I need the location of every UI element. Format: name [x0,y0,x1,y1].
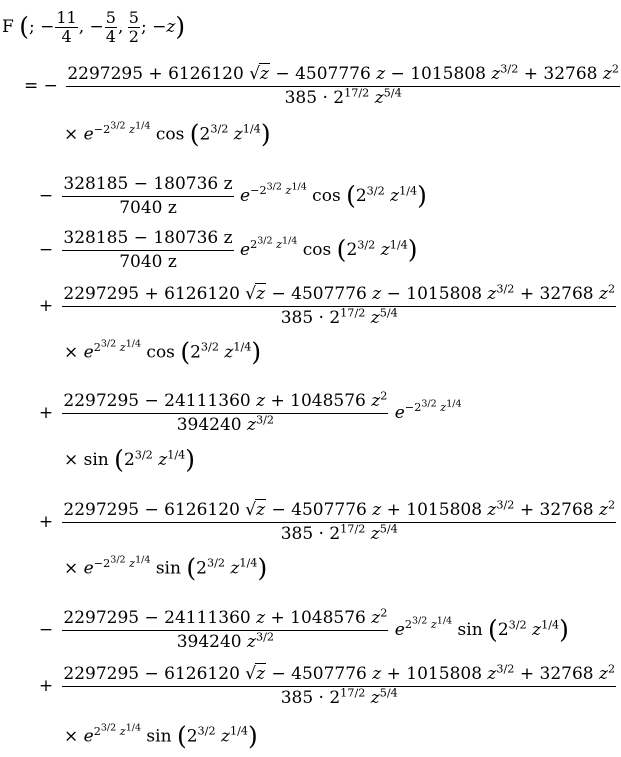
factor-1: × $e^{-2^{3/2} z^{1/4}}$ $\cos (2^{3/2}$ $z^{1/4}$) [64,119,271,149]
factor-5: × $\sin (2^{3/2}$ $z^{1/4}$) [64,445,196,474]
args-lead: ; − [28,17,55,37]
fraction-c: $\frac{328185 - 180736 z}{7040 z}$ [63,174,233,218]
term-7: − $\frac{2297295 - 24111360 z + 1048576 z^2}{394240 z^{3/2}}$ $e^{2^{3/2} z^{1/4}}$ $\sin (2^{3/2}$ $z^{1/4}$) [38,606,569,652]
function-name: F [2,17,14,37]
lhs-expression: F (; − $\frac{11}{4}$ , − $\frac{5}{4}$ , $\frac{5}{2}$ ; −z) [2,8,186,46]
arg2-fraction: $\frac{5}{4}$ [105,8,116,46]
arg3-fraction: $\frac{5}{2}$ [128,8,139,46]
factor-6: × $e^{-2^{3/2} z^{1/4}}$ $\sin (2^{3/2}$ $z^{1/4}$) [64,553,268,583]
arg1-fraction: $\frac{11}{4}$ [56,8,77,46]
term-5: + $\frac{2297295 - 24111360 z + 1048576 z^2}{394240 z^{3/2}}$ $e^{-2^{3/2} z^{1/4}}$ [38,389,462,435]
args-tail: ; −z [140,17,176,37]
term-8: + $\frac{2297295 - 6126120 √z - 4507776 z + 1015808 z^{3/2} + 32768 z^2}{385 \cdot 2^{17/2} z^{5/4}}$ [38,662,616,708]
fraction-b: $\frac{2297295 - 6126120 √z - 4507776 z + 1015808 z^{3/2} + 32768 z^2}{385 \cdot 2^{17/2} z^{5/4}}$ [63,498,616,544]
fraction-d-2: $\frac{2297295 - 24111360 z + 1048576 z^2}{394240 z^{3/2}}$ [63,606,388,652]
term-6: + $\frac{2297295 - 6126120 √z - 4507776 z + 1015808 z^{3/2} + 32768 z^2}{385 \cdot 2^{17/2} z^{5/4}}$ [38,498,616,544]
term-4: + $\frac{2297295 + 6126120 √z - 4507776 z - 1015808 z^{3/2} + 32768 z^2}{385 \cdot 2^{17/2} z^{5/4}}$ [38,282,616,328]
term-1 [24,62,621,108]
fraction-a-denominator: $385 \cdot 2^{17/2}$ $z^{5/4}$ [284,86,402,108]
fraction-a-2: $\frac{2297295 + 6126120 √z - 4507776 z - 1015808 z^{3/2} + 32768 z^2}{385 \cdot 2^{17/2} z^{5/4}}$ [63,282,616,328]
fraction-a-numerator: 2297295 + 6126120 √z − 4507776 z − 1015808 $z^{3/2} + 32768$ $z^2$ [66,66,620,87]
fraction-a [66,62,620,108]
factor-8: × $e^{2^{3/2} z^{1/4}}$ $\sin (2^{3/2}$ $z^{1/4}$) [64,721,258,751]
factor-4: × $e^{2^{3/2} z^{1/4}}$ $\cos (2^{3/2}$ $z^{1/4}$) [64,337,262,367]
equals-sign: = − [24,76,58,96]
fraction-c-2: $\frac{328185 - 180736 z}{7040 z}$ [63,228,233,272]
term-3: − $\frac{328185 - 180736 z}{7040 z}$ $e^{2^{3/2} z^{1/4}}$ $\cos (2^{3/2}$ $z^{1/4}$) [38,228,418,272]
fraction-d: $\frac{2297295 - 24111360 z + 1048576 z^2}{394240 z^{3/2}}$ [63,389,388,435]
term-2: − $\frac{328185 - 180736 z}{7040 z}$ $e^{-2^{3/2} z^{1/4}}$ $\cos (2^{3/2}$ $z^{1/4}$) [38,174,427,218]
fraction-b-2: $\frac{2297295 - 6126120 √z - 4507776 z + 1015808 z^{3/2} + 32768 z^2}{385 \cdot 2^{17/2} z^{5/4}}$ [63,662,616,708]
